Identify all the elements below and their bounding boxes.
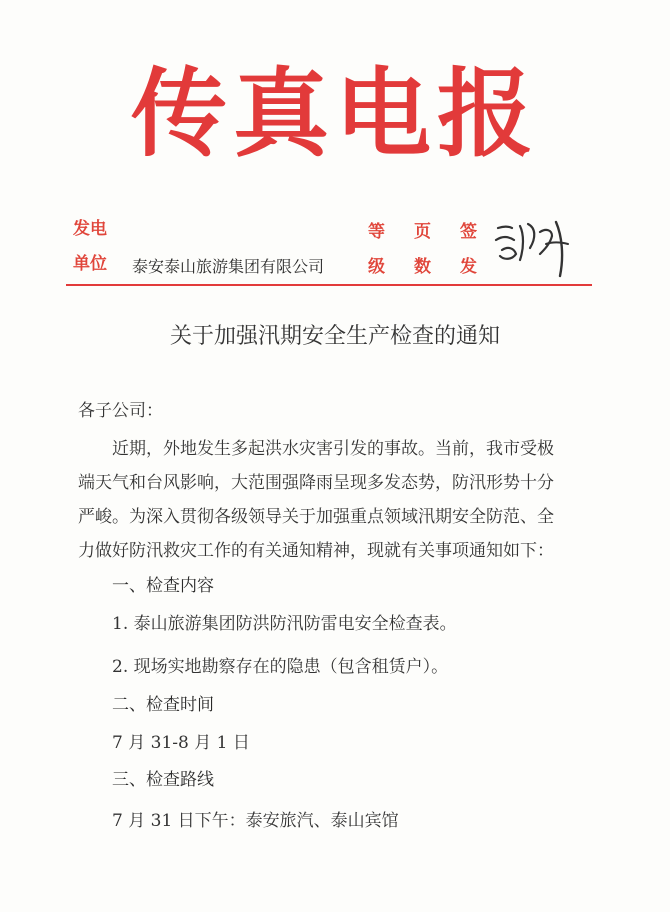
pages-label-2: 数 <box>414 257 431 277</box>
section2-text: 7 月 31-8 月 1 日 <box>112 733 250 753</box>
notice-title: 关于加强汛期安全生产检查的通知 <box>169 324 500 349</box>
body-line-4: 力做好防汛救灾工作的有关通知精神，现就有关事项通知如下： <box>78 541 554 561</box>
fax-title: 传真电报 <box>131 58 539 170</box>
body-line-3: 严峻。为深入贯彻各级领导关于加强重点领域汛期安全防范、全 <box>78 507 554 527</box>
handwritten-signature <box>490 214 574 284</box>
header-divider <box>66 284 592 286</box>
signoff-label-2: 发 <box>460 257 477 277</box>
section1-item-1: 1. 泰山旅游集团防洪防汛防雷电安全检查表。 <box>112 614 457 634</box>
pages-label-1: 页 <box>414 222 431 242</box>
salutation: 各子公司： <box>78 401 163 421</box>
section3-heading: 三、检查路线 <box>112 770 214 790</box>
section2-heading: 二、检查时间 <box>112 695 214 715</box>
body-line-2: 端天气和台风影响，大范围强降雨呈现多发态势，防汛形势十分 <box>78 473 554 493</box>
sender-label-line1: 发电 <box>73 219 107 239</box>
signoff-label-1: 签 <box>460 222 477 242</box>
sender-label-line2: 单位 <box>73 254 107 274</box>
body-line-1: 近期，外地发生多起洪水灾害引发的事故。当前，我市受极 <box>112 439 554 459</box>
section1-item-2: 2. 现场实地勘察存在的隐患（包含租赁户）。 <box>112 657 449 677</box>
grade-label-1: 等 <box>368 222 385 242</box>
section3-text: 7 月 31 日下午：泰安旅汽、泰山宾馆 <box>112 811 399 831</box>
grade-label-2: 级 <box>368 257 385 277</box>
section1-heading: 一、检查内容 <box>112 576 214 596</box>
sender-unit-value: 泰安泰山旅游集团有限公司 <box>132 257 325 276</box>
